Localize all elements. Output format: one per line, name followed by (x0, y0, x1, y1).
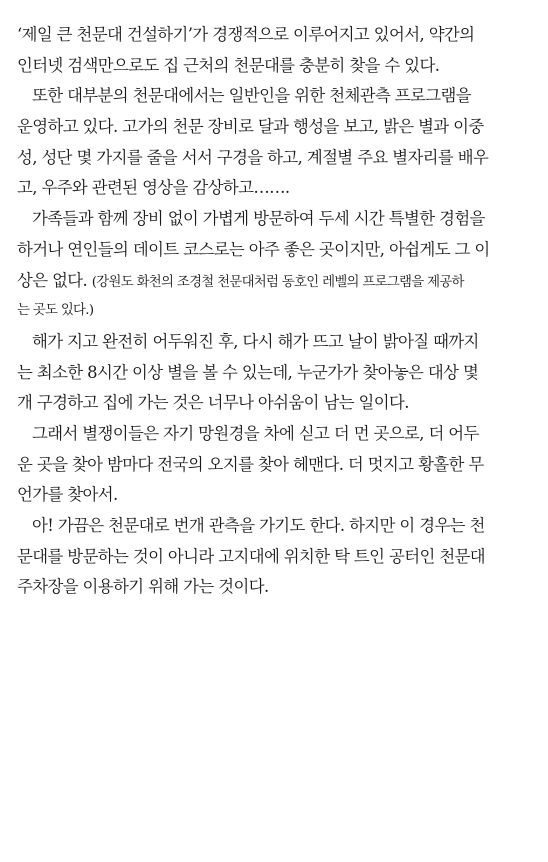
parenthetical-note-line: 는 곳도 있다.) (17, 303, 94, 319)
paragraph-4 (17, 327, 532, 419)
text-line: 또한 대부분의 천문대에서는 일반인을 위한 천체관측 프로그램을 (32, 86, 471, 106)
text-line: 운 곳을 찾아 밤마다 전국의 오지를 찾아 헤맨다. 더 멋지고 황홀한 무 (17, 454, 484, 474)
paragraph-1 (17, 20, 532, 81)
paragraph-6 (17, 511, 532, 603)
text-line-with-note (17, 266, 532, 297)
text-line: 성, 성단 몇 가지를 줄을 서서 구경을 하고, 계절별 주요 별자리를 배우 (17, 147, 489, 167)
text-segment: 상은 없다. (17, 270, 88, 290)
text-line: 운영하고 있다. 고가의 천문 장비로 달과 행성을 보고, 밝은 별과 이중 (17, 117, 484, 137)
text-line: 주차장을 이용하기 위해 가는 것이다. (17, 577, 269, 597)
paragraph-5 (17, 419, 532, 511)
text-line: ‘제일 큰 천문대 건설하기’가 경쟁적으로 이루어지고 있어서, 약간의 (17, 25, 475, 44)
paragraph-3 (17, 204, 532, 327)
text-line: 문대를 방문하는 것이 아니라 고지대에 위치한 탁 트인 공터인 천문대 (17, 546, 486, 566)
paragraph-2 (17, 81, 532, 204)
text-line: 인터넷 검색만으로도 집 근처의 천문대를 충분히 찾을 수 있다. (17, 55, 440, 75)
text-line: 고, 우주와 관련된 영상을 감상하고……. (17, 178, 290, 198)
parenthetical-note: (강원도 화천의 조경철 천문대처럼 동호인 레벨의 프로그램을 제공하 (91, 274, 464, 290)
text-line: 해가 지고 완전히 어두워진 후, 다시 해가 뜨고 날이 밝아질 때까지 (32, 331, 479, 351)
text-line: 그래서 별쟁이들은 자기 망원경을 차에 싣고 더 먼 곳으로, 더 어두 (32, 423, 479, 443)
text-line: 하거나 연인들의 데이트 코스로는 아주 좋은 곳이지만, 아쉽게도 그 이 (17, 239, 490, 259)
text-line: 개 구경하고 집에 가는 것은 너무나 아쉬움이 남는 일이다. (17, 393, 409, 413)
text-line: 아! 가끔은 천문대로 번개 관측을 가기도 한다. 하지만 이 경우는 천 (32, 516, 485, 535)
document-page (17, 20, 532, 603)
text-line: 는 최소한 8시간 이상 별을 볼 수 있는데, 누군가가 찾아놓은 대상 몇 (17, 362, 479, 382)
text-line: 언가를 찾아서. (17, 485, 118, 505)
text-line: 가족들과 함께 장비 없이 가볍게 방문하여 두세 시간 특별한 경험을 (32, 209, 485, 229)
